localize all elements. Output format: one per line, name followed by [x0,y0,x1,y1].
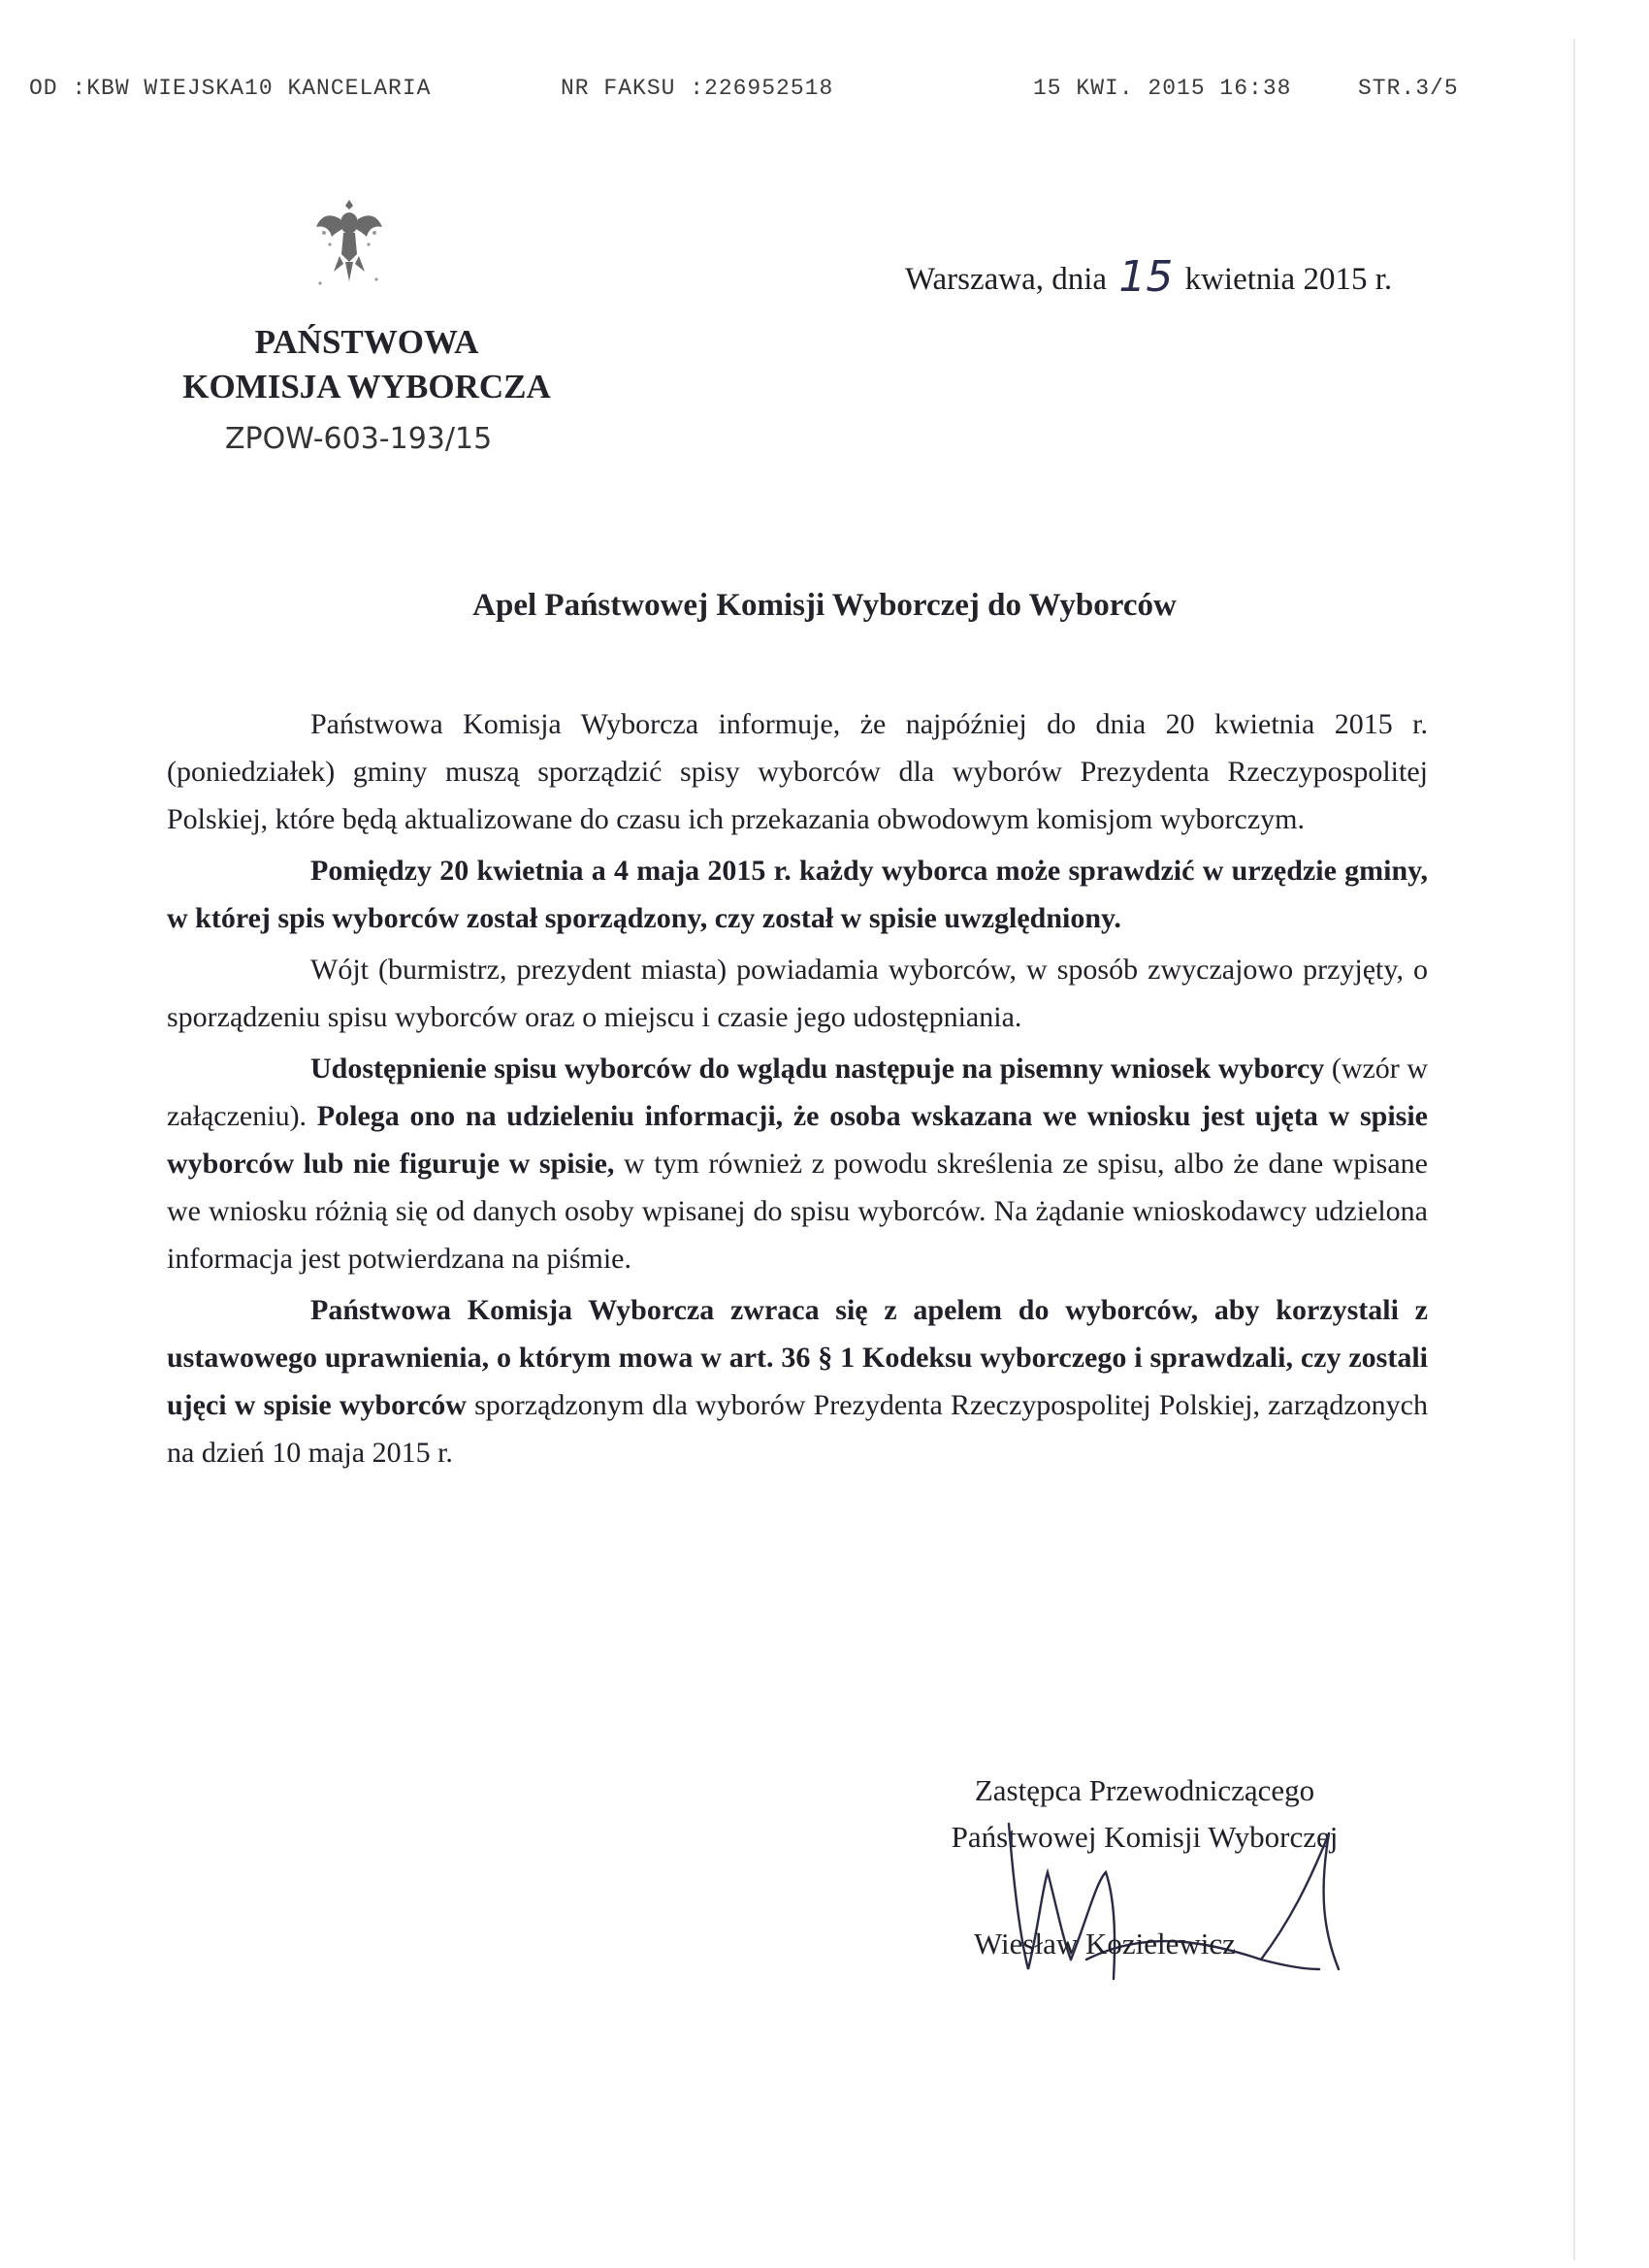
date-prefix: Warszawa, dnia [905,262,1108,297]
paragraph-2 [167,847,1428,942]
handwritten-signature-icon [970,1814,1377,2008]
paragraph-5-text: sporządzonym dla wyborów Prezydenta Rzeczypospolitej Polskiej, zarządzonych na dzień 10 maja 2015 r. [167,1389,1428,1469]
fax-datetime: 15 KWI. 2015 16:38 [1033,76,1292,101]
institution-line-1: PAŃSTWOWA [254,323,479,361]
paragraph-4-bold-1: Udostępnienie spisu wyborców do wglądu następuje na pisemny wniosek wyborcy [310,1053,1325,1085]
fax-number: NR FAKSU :226952518 [561,76,834,101]
paragraph-4 [167,1045,1428,1282]
paragraph-2-bold: Pomiędzy 20 kwietnia a 4 maja 2015 r. każdy wyborca może sprawdzić w urzędzie gminy, w której spis wyborców został sporządzony, czy został w spisie uwzględniony. [167,855,1428,934]
paragraph-4-bold-2: Polega ono na udzieleniu informacji, że osoba wskazana we wniosku jest ujęta w spisie wyborców lub nie figuruje w spisie, [167,1100,1428,1180]
paragraph-5 [167,1286,1428,1476]
fax-sender: OD :KBW WIEJSKA10 KANCELARIA [29,76,432,101]
paragraph-4-text-2: w tym również z powodu skreślenia ze spisu, albo że dane wpisane we wniosku różnią się od danych osoby wpisanej do spisu wyborców. Na żądanie wnioskodawcy udzielona informacja jest potwierdzana na piśmie. [167,1148,1428,1275]
date-suffix: kwietnia 2015 r. [1184,262,1393,297]
letter-body [167,700,1428,1480]
institution-name [155,320,578,409]
case-reference: ZPOW-603-193/15 [225,422,493,456]
institution-line-2: KOMISJA WYBORCZA [182,368,551,405]
signatory-name: Wiesław Kozielewicz [974,1927,1236,1960]
paragraph-3: Wójt (burmistrz, prezydent miasta) powiadamia wyborców, w sposób zwyczajowo przyjęty, o sporządzeniu spisu wyborców oraz o miejscu i czasie jego udostępniania. [167,954,1428,1033]
document-title: Apel Państwowej Komisji Wyborczej do Wyborców [472,588,1177,623]
handwritten-date-day: 15 [1118,252,1174,302]
fax-page-number: STR.3/5 [1358,76,1459,101]
eagle-emblem-icon [310,194,388,287]
scan-edge-line [1573,39,1575,2260]
fax-header [0,76,1649,114]
signatory-role-line-2: Państwowej Komisji Wyborczej [951,1820,1339,1854]
letter-date [905,250,1392,300]
paragraph-1: Państwowa Komisja Wyborcza informuje, że najpóźniej do dnia 20 kwietnia 2015 r. (poniedziałek) gminy muszą sporządzić spisy wyborców dla wyborów Prezydenta Rzeczypospolitej Polskiej, które będą aktualizowane do czasu ich przekazania obwodowym komisjom wyborczym. [167,708,1428,835]
paragraph-4-text-1: (wzór w załączeniu). [167,1053,1428,1132]
paragraph-5-bold: Państwowa Komisja Wyborcza zwraca się z apelem do wyborców, aby korzystali z ustawowego uprawnienia, o którym mowa w art. 36 § 1 Kodeksu wyborczego i sprawdzali, czy zostali ujęci w spisie wyborców [167,1294,1428,1421]
signatory-role-line-1: Zastępca Przewodniczącego [974,1773,1315,1807]
